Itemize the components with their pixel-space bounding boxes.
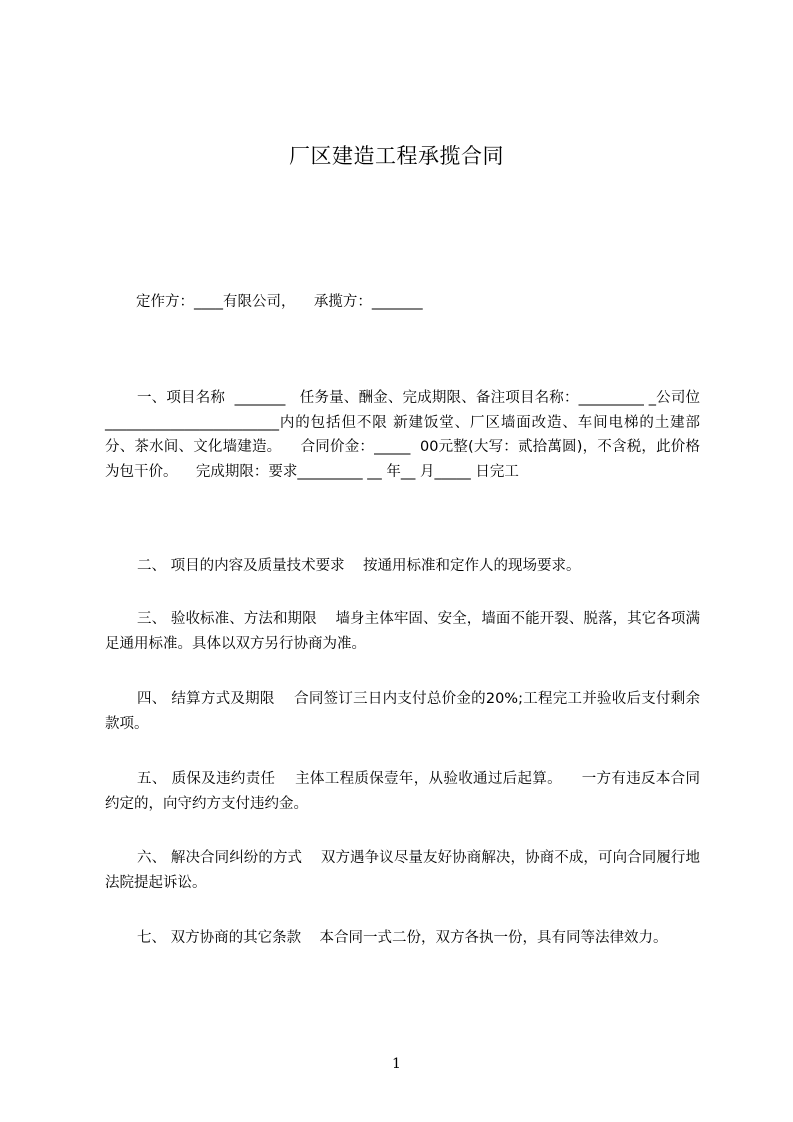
section-acceptance: 三、 验收标准、方法和期限 墙身主体牢固、安全，墙面不能开裂、脱落，其它各项满足通用标准。具体以双方另行协商为准。 (105, 611, 700, 652)
section-content-quality: 二、 项目的内容及质量技术要求 按通用标准和定作人的现场要求。 (137, 558, 581, 574)
section-project-details: 一、项目名称 _______ 任务量、酬金、完成期限、备注项目名称：_________ _公司位 ________________________内的包括但不限 新建饭堂、厂区墙面改造、车间电梯的土建部分、茶水间、文化墙建造。 合同价金：_____ 00元整(大写：贰拾萬圆)，不含税，此价格为包干价。 完成期限：要求_________ __ 年__ 月_____ 日完工 (105, 390, 710, 480)
contract-parties: 定作方：____有限公司， 承揽方：_______ (136, 294, 423, 310)
section-settlement: 四、 结算方式及期限 合同签订三日内支付总价金的20%;工程完工并验收后支付剩余款项。 (105, 691, 700, 732)
section-dispute-resolution: 六、 解决合同纠纷的方式 双方遇争议尽量友好协商解决，协商不成，可向合同履行地法院提起诉讼。 (105, 850, 700, 891)
section-other-terms: 七、 双方协商的其它条款 本合同一式二份，双方各执一份，具有同等法律效力。 (137, 930, 668, 946)
page-number: 1 (392, 1056, 401, 1072)
section-warranty-liability: 五、 质保及违约责任 主体工程质保壹年，从验收通过后起算。 一方有违反本合同约定的，向守约方支付违约金。 (105, 771, 700, 812)
document-title: 厂区建造工程承揽合同 (289, 144, 504, 168)
